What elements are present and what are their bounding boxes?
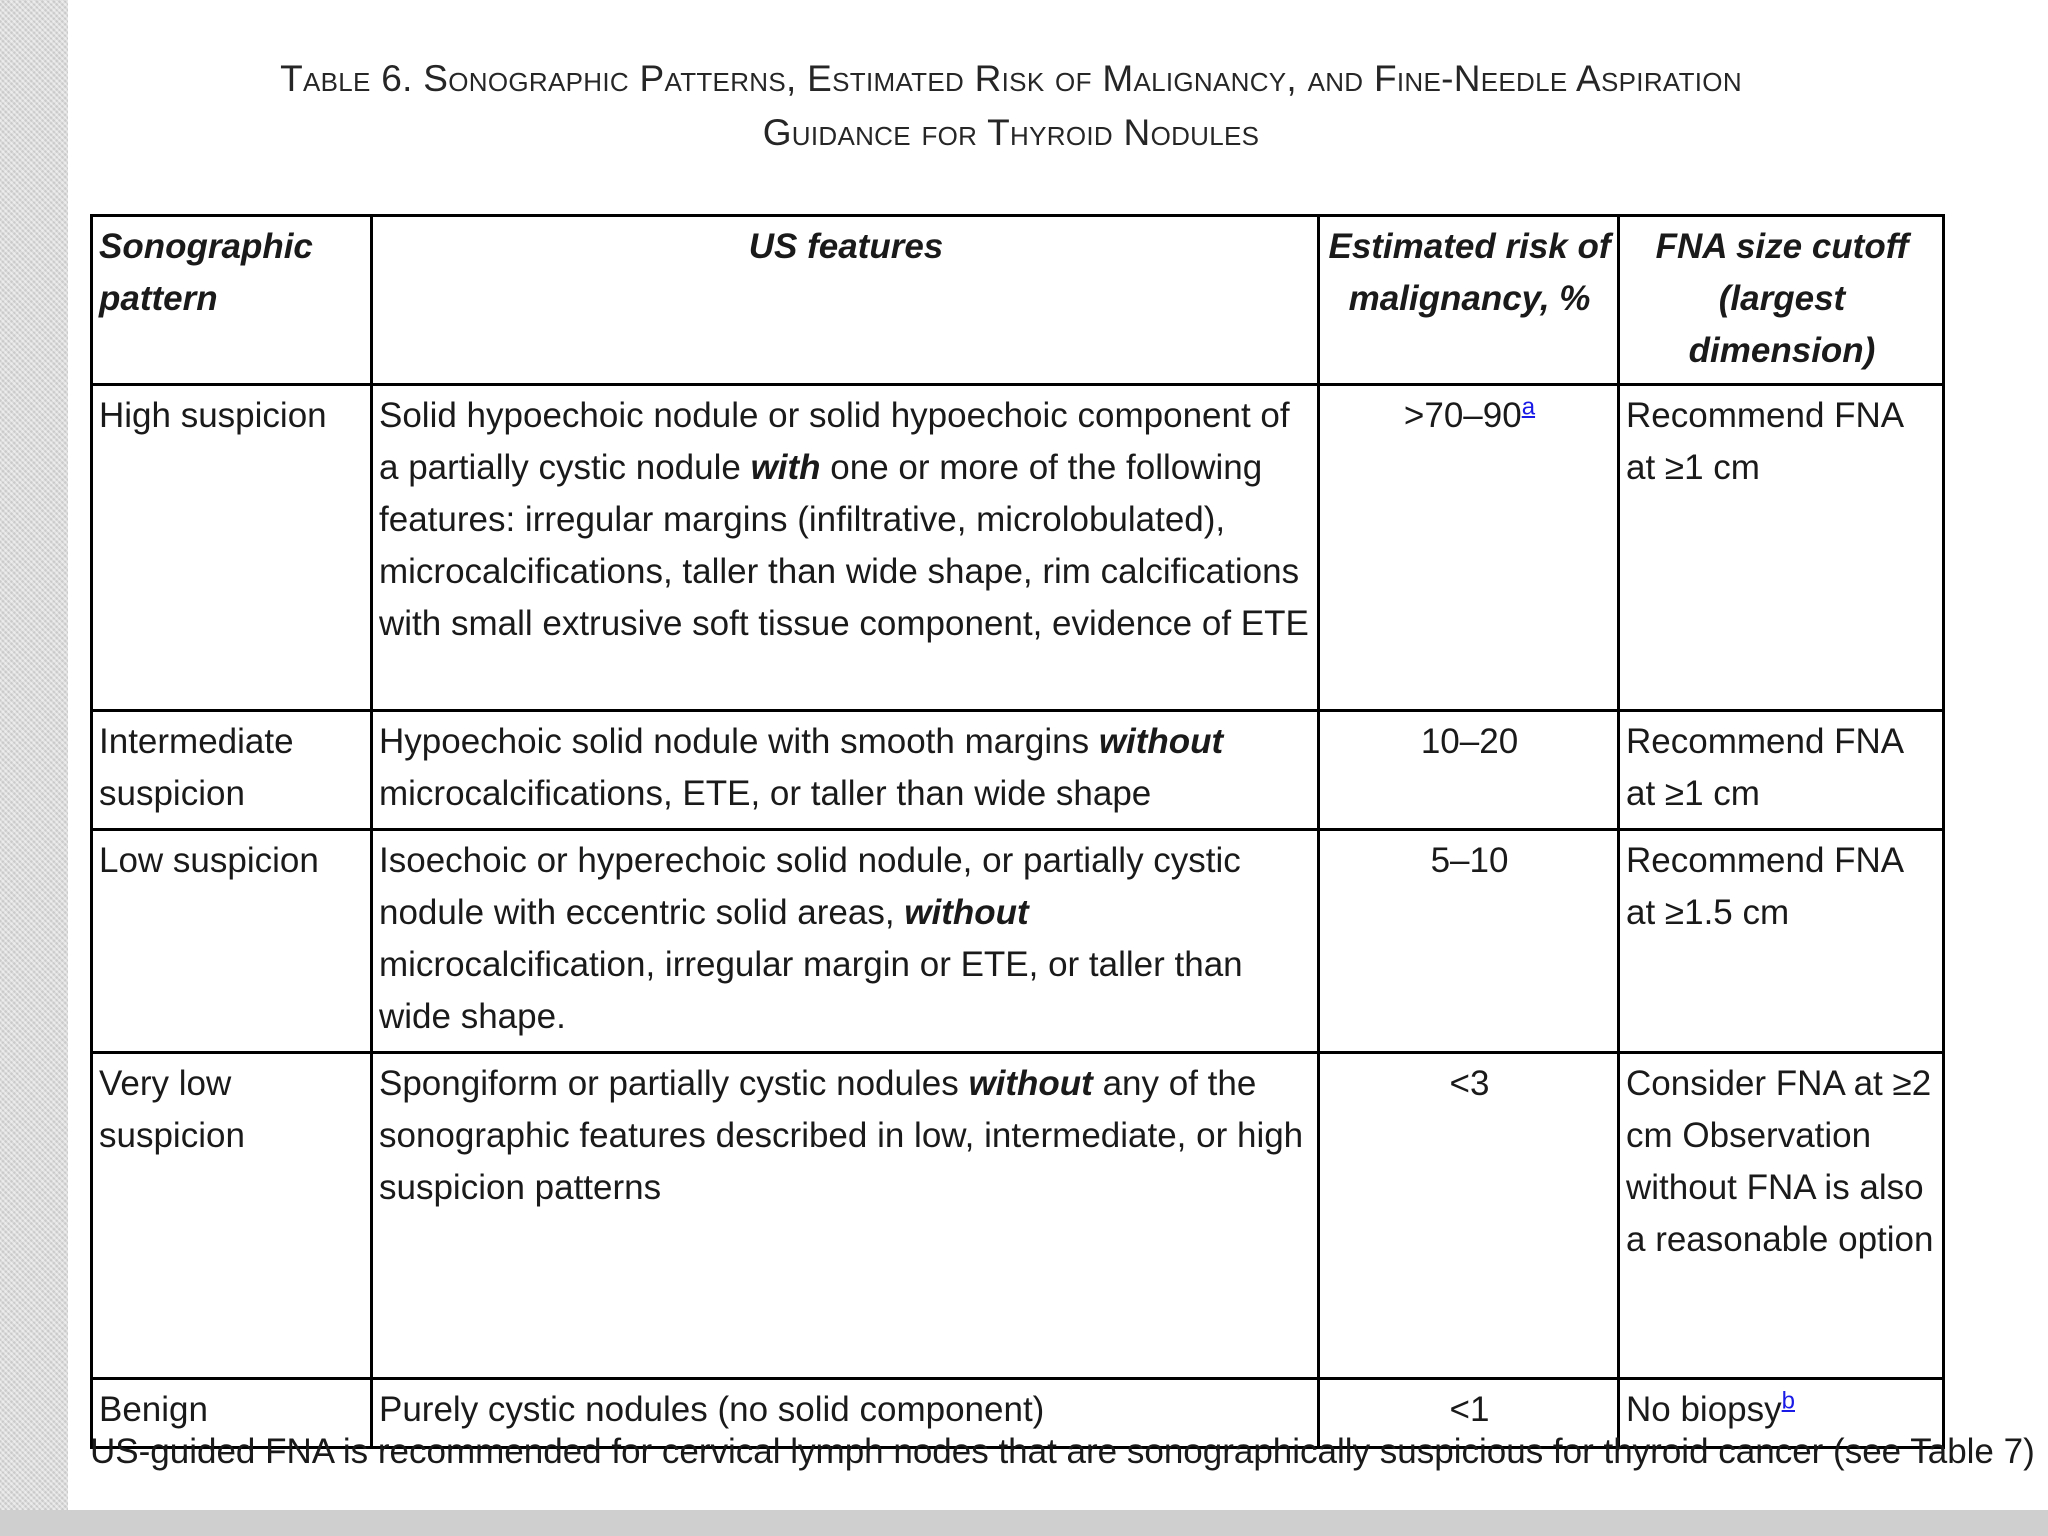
features-cell: Purely cystic nodules (no solid component) [372,1379,1319,1448]
features-text: Spongiform or partially cystic nodules [379,1064,969,1103]
cutoff-value: No biopsy [1626,1390,1782,1429]
pattern-cell: Intermediate suspicion [92,711,372,830]
table-title [68,52,1954,160]
features-cell [372,711,1319,830]
sonographic-patterns-table [90,214,1945,1449]
header-estimated-risk: Estimated risk of malignancy, % [1319,216,1619,385]
pattern-cell: Very low suspicion [92,1053,372,1379]
features-text: any of the sonographic features described in low, intermediate, or high suspicion patterns [379,1064,1304,1207]
features-text: Isoechoic or hyperechoic solid nodule, or partially cystic nodule with eccentric solid areas, [379,841,1241,932]
table-row [92,1053,1944,1379]
features-text: Hypoechoic solid nodule with smooth margins [379,722,1099,761]
features-emphasis: without [904,893,1029,932]
features-cell [372,830,1319,1053]
features-emphasis: with [750,448,821,487]
table-row [92,830,1944,1053]
table-row [92,711,1944,830]
features-emphasis: without [1098,722,1224,761]
features-emphasis: without [968,1064,1093,1103]
risk-cell: <1 [1319,1379,1619,1448]
features-text: one or more of the following features: irregular margins (infiltrative, microlobulated), microcalcifications, taller than wide shape, rim calcifications with small extrusive soft tissue component, evidence of ETE [379,448,1309,643]
table-row [92,385,1944,711]
pattern-cell: Low suspicion [92,830,372,1053]
pattern-cell: High suspicion [92,385,372,711]
cutoff-cell: Recommend FNA at ≥1.5 cm [1619,830,1944,1053]
cutoff-cell: Recommend FNA at ≥1 cm [1619,711,1944,830]
pattern-cell: Benign [92,1379,372,1448]
risk-value: >70–90 [1403,396,1522,435]
features-text: microcalcifications, ETE, or taller than wide shape [379,774,1152,813]
table-header-row [92,216,1944,385]
cutoff-cell: Recommend FNA at ≥1 cm [1619,385,1944,711]
footnote-ref-link[interactable]: b [1781,1387,1795,1415]
features-text: Solid hypoechoic nodule or solid hypoechoic component of a partially cystic nodule [379,396,1290,487]
risk-cell: 5–10 [1319,830,1619,1053]
header-sonographic-pattern: Sonographic pattern [92,216,372,385]
table-footnote: US-guided FNA is recommended for cervical lymph nodes that are sonographically suspicious for thyroid cancer (see Table 7) [90,1432,2035,1471]
cutoff-cell: Consider FNA at ≥2 cm Observation without FNA is also a reasonable option [1619,1053,1944,1379]
header-us-features: US features [372,216,1319,385]
bottom-strip [0,1510,2048,1536]
features-text: microcalcification, irregular margin or ETE, or taller than wide shape. [379,945,1243,1036]
table-title-line-1: Table 6. Sonographic Patterns, Estimated Risk of Malignancy, and Fine-Needle Aspiration [280,58,1742,99]
table-title-line-2: Guidance for Thyroid Nodules [762,112,1260,153]
risk-cell [1319,385,1619,711]
document-page [68,0,2048,1510]
risk-cell: 10–20 [1319,711,1619,830]
header-fna-size-cutoff: FNA size cutoff (largest dimension) [1619,216,1944,385]
risk-cell: <3 [1319,1053,1619,1379]
features-cell [372,385,1319,711]
footnote-ref-link[interactable]: a [1521,393,1536,421]
features-cell [372,1053,1319,1379]
